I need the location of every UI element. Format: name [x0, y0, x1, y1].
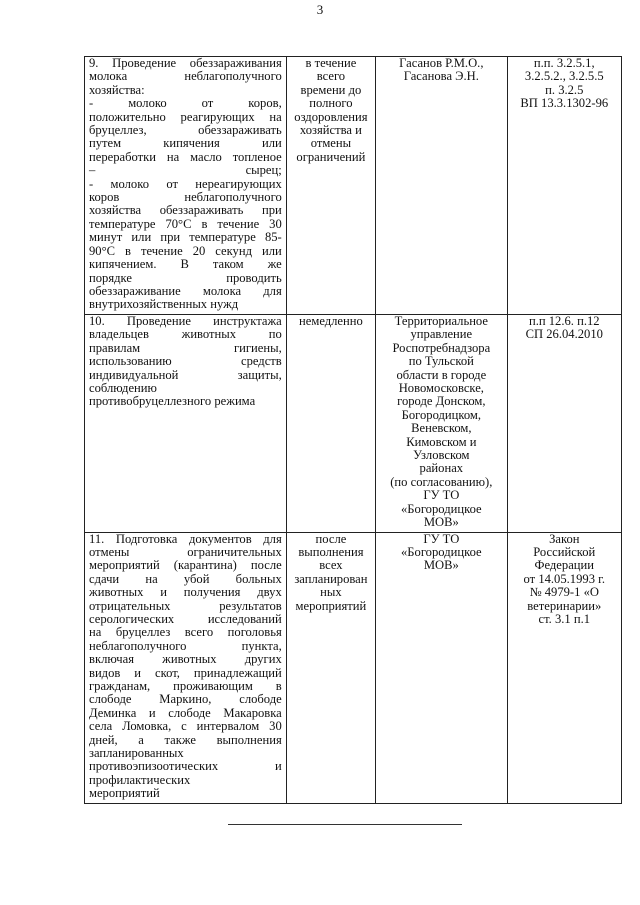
text-line: ветеринарии» [527, 598, 602, 613]
text-line: 90°С в течение 20 секунд или [89, 243, 282, 258]
text-line: МОВ» [423, 558, 459, 573]
text-line: оздоровления [294, 109, 368, 124]
text-line: ст. 3.1 п.1 [538, 611, 591, 626]
text-line: мероприятий [295, 598, 367, 613]
text-line: мероприятий (карантина) после [89, 558, 282, 573]
text-line: отмены ограничительных [89, 544, 282, 559]
text-line: ограничений [296, 149, 366, 164]
text-line: профилактических [89, 772, 191, 787]
table-row [85, 532, 622, 803]
action-cell [85, 315, 287, 533]
text-line: 9. Проведение обеззараживания [89, 56, 282, 70]
text-line: соблюдению [89, 381, 157, 396]
text-line: переработки на масло топленое [89, 149, 282, 164]
responsible-cell [376, 532, 507, 803]
text-line: владельцев животных по [89, 327, 282, 342]
text-line: хозяйства: [89, 82, 145, 97]
text-line: включая животных других [89, 652, 282, 667]
text-line: внутрихозяйственных нужд [89, 297, 239, 312]
text-line: противоэпизоотических и [89, 759, 282, 774]
text-line: Богородицком, [401, 407, 482, 422]
text-line: отрицательных результатов [89, 598, 282, 613]
text-line: кипячением. В таком же [89, 257, 282, 272]
action-cell [85, 532, 287, 803]
text-line: противобруцеллезного режима [89, 394, 256, 409]
text-line: после [315, 531, 347, 546]
text-line: 11. Подготовка документов для [89, 531, 282, 546]
basis-cell [507, 532, 621, 803]
text-line: ГУ ТО [423, 531, 460, 546]
text-line: 3.2.5.2., 3.2.5.5 [524, 69, 604, 84]
text-line: по Тульской [408, 354, 474, 369]
text-line: п. 3.2.5 [545, 82, 584, 97]
text-line: городе Донском, [397, 394, 486, 409]
text-line: «Богородицкое [401, 544, 482, 559]
table-row [85, 315, 622, 533]
text-line: Российской [533, 544, 596, 559]
text-line: температуре 70°С в течение 30 [89, 216, 282, 231]
text-line: Федерации [534, 558, 595, 573]
text-line: хозяйства и [299, 123, 362, 138]
text-line: запланированных [89, 746, 184, 760]
text-line: Гасанов Р.М.О., [399, 56, 484, 70]
text-line: – сырец; [89, 163, 282, 178]
text-line: правилам гигиены, [89, 340, 282, 355]
text-line: полного [309, 96, 353, 111]
text-line: времени до [300, 82, 362, 97]
text-line: управление [410, 327, 473, 342]
text-line: гражданам, проживающим в [89, 678, 282, 693]
text-line: на бруцеллез всего поголовья [89, 625, 282, 640]
text-line: коров неблагополучного [89, 190, 282, 205]
text-line: использованию средств [89, 354, 282, 369]
text-line: Гасанова Э.Н. [403, 69, 479, 84]
text-line: Закон [549, 531, 580, 546]
text-line: ВП 13.3.1302-96 [520, 96, 609, 111]
text-line: всего [316, 69, 346, 84]
text-line: - молоко от коров, [89, 96, 282, 111]
text-line: сдачи на убой больных [89, 571, 282, 586]
text-line: молока неблагополучного [89, 69, 282, 84]
text-line: п.п. 3.2.5.1, [533, 56, 595, 70]
text-line: неблагополучного пункта, [89, 638, 282, 653]
text-line: видов и скот, принадлежащий [89, 665, 282, 680]
measures-table [84, 56, 622, 804]
term-cell [286, 315, 375, 533]
text-line: области в городе [396, 367, 487, 382]
text-line: слободе Маркино, слободе [89, 692, 282, 707]
text-line: в течение [305, 56, 357, 70]
table-row [85, 57, 622, 315]
text-line: всех [319, 558, 343, 573]
text-line: Кимовском и [406, 434, 477, 449]
term-cell [286, 532, 375, 803]
text-line: отмены [310, 136, 352, 151]
text-line: № 4979-1 «О [529, 585, 599, 600]
text-line: Роспотребнадзора [392, 340, 491, 355]
term-cell [286, 57, 375, 315]
text-line: Новомосковске, [398, 381, 484, 396]
text-line: индивидуальной защиты, [89, 367, 282, 382]
text-line: минут или при температуре 85- [89, 230, 282, 245]
footer-divider [228, 824, 462, 825]
responsible-cell [376, 57, 507, 315]
text-line: бруцеллез, обеззараживать [89, 123, 282, 138]
text-line: СП 26.04.2010 [525, 327, 603, 342]
text-line: Узловском [413, 448, 470, 463]
responsible-cell [376, 315, 507, 533]
text-line: обеззараживание молока для [89, 283, 282, 298]
text-line: 10. Проведение инструктажа [89, 314, 282, 328]
basis-cell [507, 315, 621, 533]
text-line: животных и получения двух [89, 585, 282, 600]
text-line: от 14.05.1993 г. [523, 571, 606, 586]
text-line: путем кипячения или [89, 136, 282, 151]
text-line: «Богородицкое [401, 501, 482, 516]
text-line: - молоко от нереагирующих [89, 176, 282, 191]
text-line: Территориальное [394, 314, 488, 328]
text-line: ных [320, 585, 342, 600]
text-line: серологических исследований [89, 611, 282, 626]
text-line: п.п 12.6. п.12 [528, 314, 600, 328]
text-line: ГУ ТО [423, 488, 460, 503]
text-line: выполнения [298, 544, 364, 559]
text-line: дней, а также выполнения [89, 732, 282, 747]
text-line: села Ломовка, с интервалом 30 [89, 719, 282, 734]
text-line: порядке проводить [89, 270, 282, 285]
action-cell [85, 57, 287, 315]
text-line: немедленно [299, 314, 363, 328]
text-line: (по согласованию), [390, 474, 493, 489]
text-line: хозяйства обеззараживать при [89, 203, 282, 218]
text-line: МОВ» [423, 515, 459, 530]
basis-cell [507, 57, 621, 315]
text-line: мероприятий [89, 786, 160, 801]
text-line: положительно реагирующих на [89, 109, 282, 124]
text-line: Веневском, [411, 421, 472, 436]
text-line: Деминка и слободе Макаровка [89, 705, 282, 720]
text-line: районах [419, 461, 464, 476]
page-number: 3 [316, 2, 324, 17]
text-line: запланирован [294, 571, 368, 586]
